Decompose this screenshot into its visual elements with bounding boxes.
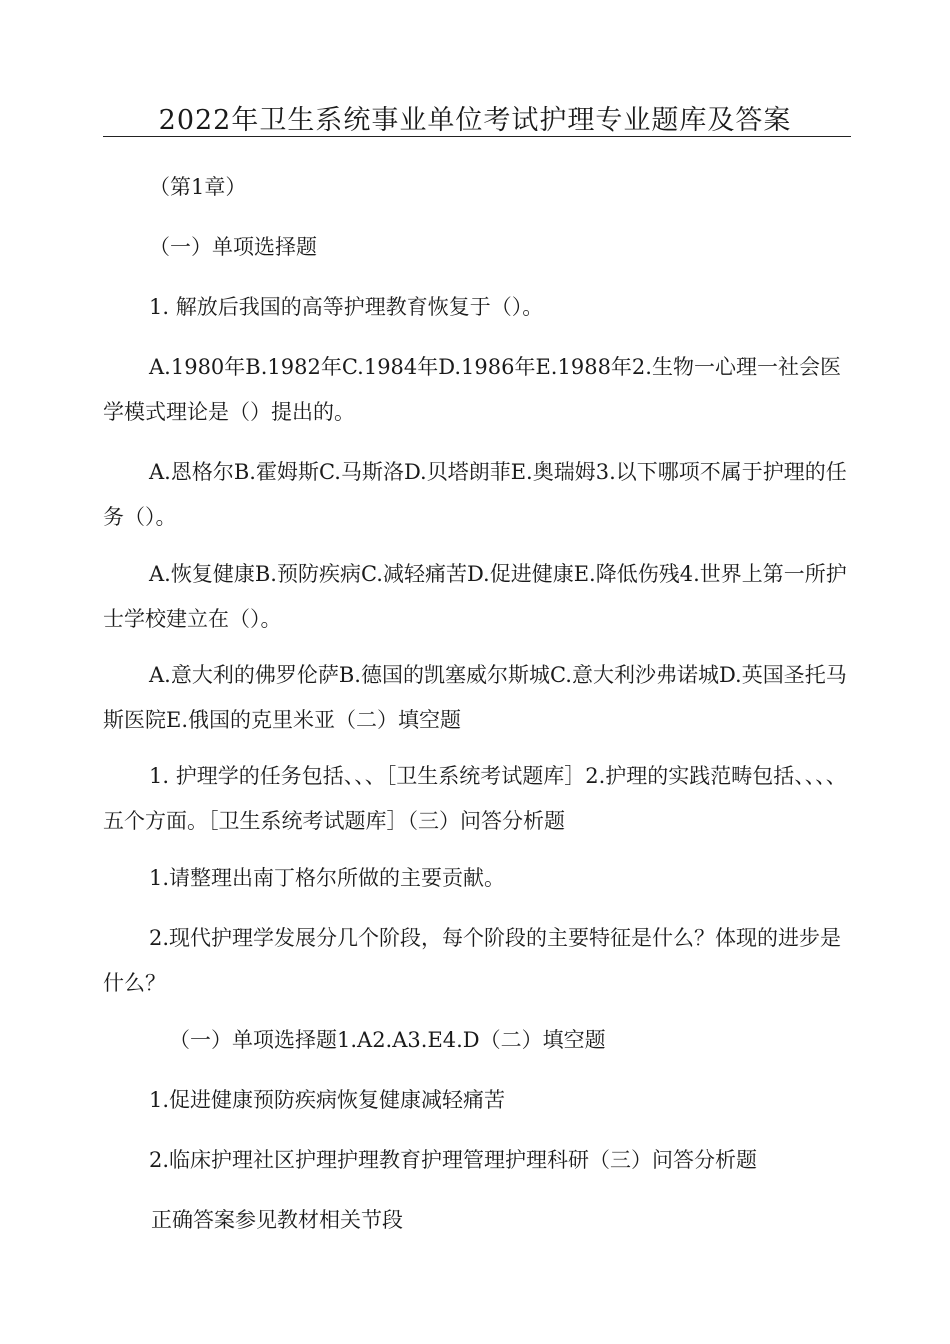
- document-title: 2022年卫生系统事业单位考试护理专业题库及答案: [158, 105, 792, 136]
- question-paragraph: A.恢复健康B.预防疾病C.减轻痛苦D.促进健康E.降低伤残4.世界上第一所护士学校建立在（）。: [103, 562, 847, 631]
- question-paragraph: 1. 解放后我国的高等护理教育恢复于（）。: [149, 295, 544, 319]
- answer-paragraph: 1.促进健康预防疾病恢复健康减轻痛苦: [149, 1088, 506, 1112]
- chapter-label: （第1章）: [149, 175, 247, 199]
- question-paragraph: 1.请整理出南丁格尔所做的主要贡献。: [149, 866, 506, 890]
- question-paragraph: A.1980年B.1982年C.1984年D.1986年E.1988年2.生物一心理一社会医学模式理论是（）提出的。: [103, 355, 841, 424]
- answer-paragraph: 2.临床护理社区护理护理教育护理管理护理科研（三）问答分析题: [149, 1148, 758, 1172]
- question-paragraph: A.恩格尔B.霍姆斯C.马斯洛D.贝塔朗菲E.奥瑞姆3.以下哪项不属于护理的任务（）。: [103, 460, 847, 529]
- title-underline: [103, 136, 851, 137]
- question-paragraph: A.意大利的佛罗伦萨B.德国的凯塞威尔斯城C.意大利沙弗诺城D.英国圣托马斯医院E.俄国的克里米亚（二）填空题: [103, 663, 847, 732]
- answer-paragraph: （一）单项选择题1.A2.A3.E4.D（二）填空题: [169, 1028, 606, 1052]
- section-heading-single-choice: （一）单项选择题: [149, 235, 317, 259]
- question-paragraph: 1. 护理学的任务包括、、、［卫生系统考试题库］2.护理的实践范畴包括、、、、五个方面。［卫生系统考试题库］（三）问答分析题: [103, 764, 847, 833]
- question-paragraph: 2.现代护理学发展分几个阶段，每个阶段的主要特征是什么？体现的进步是什么？: [103, 926, 842, 995]
- answer-note: 正确答案参见教材相关节段: [151, 1208, 403, 1232]
